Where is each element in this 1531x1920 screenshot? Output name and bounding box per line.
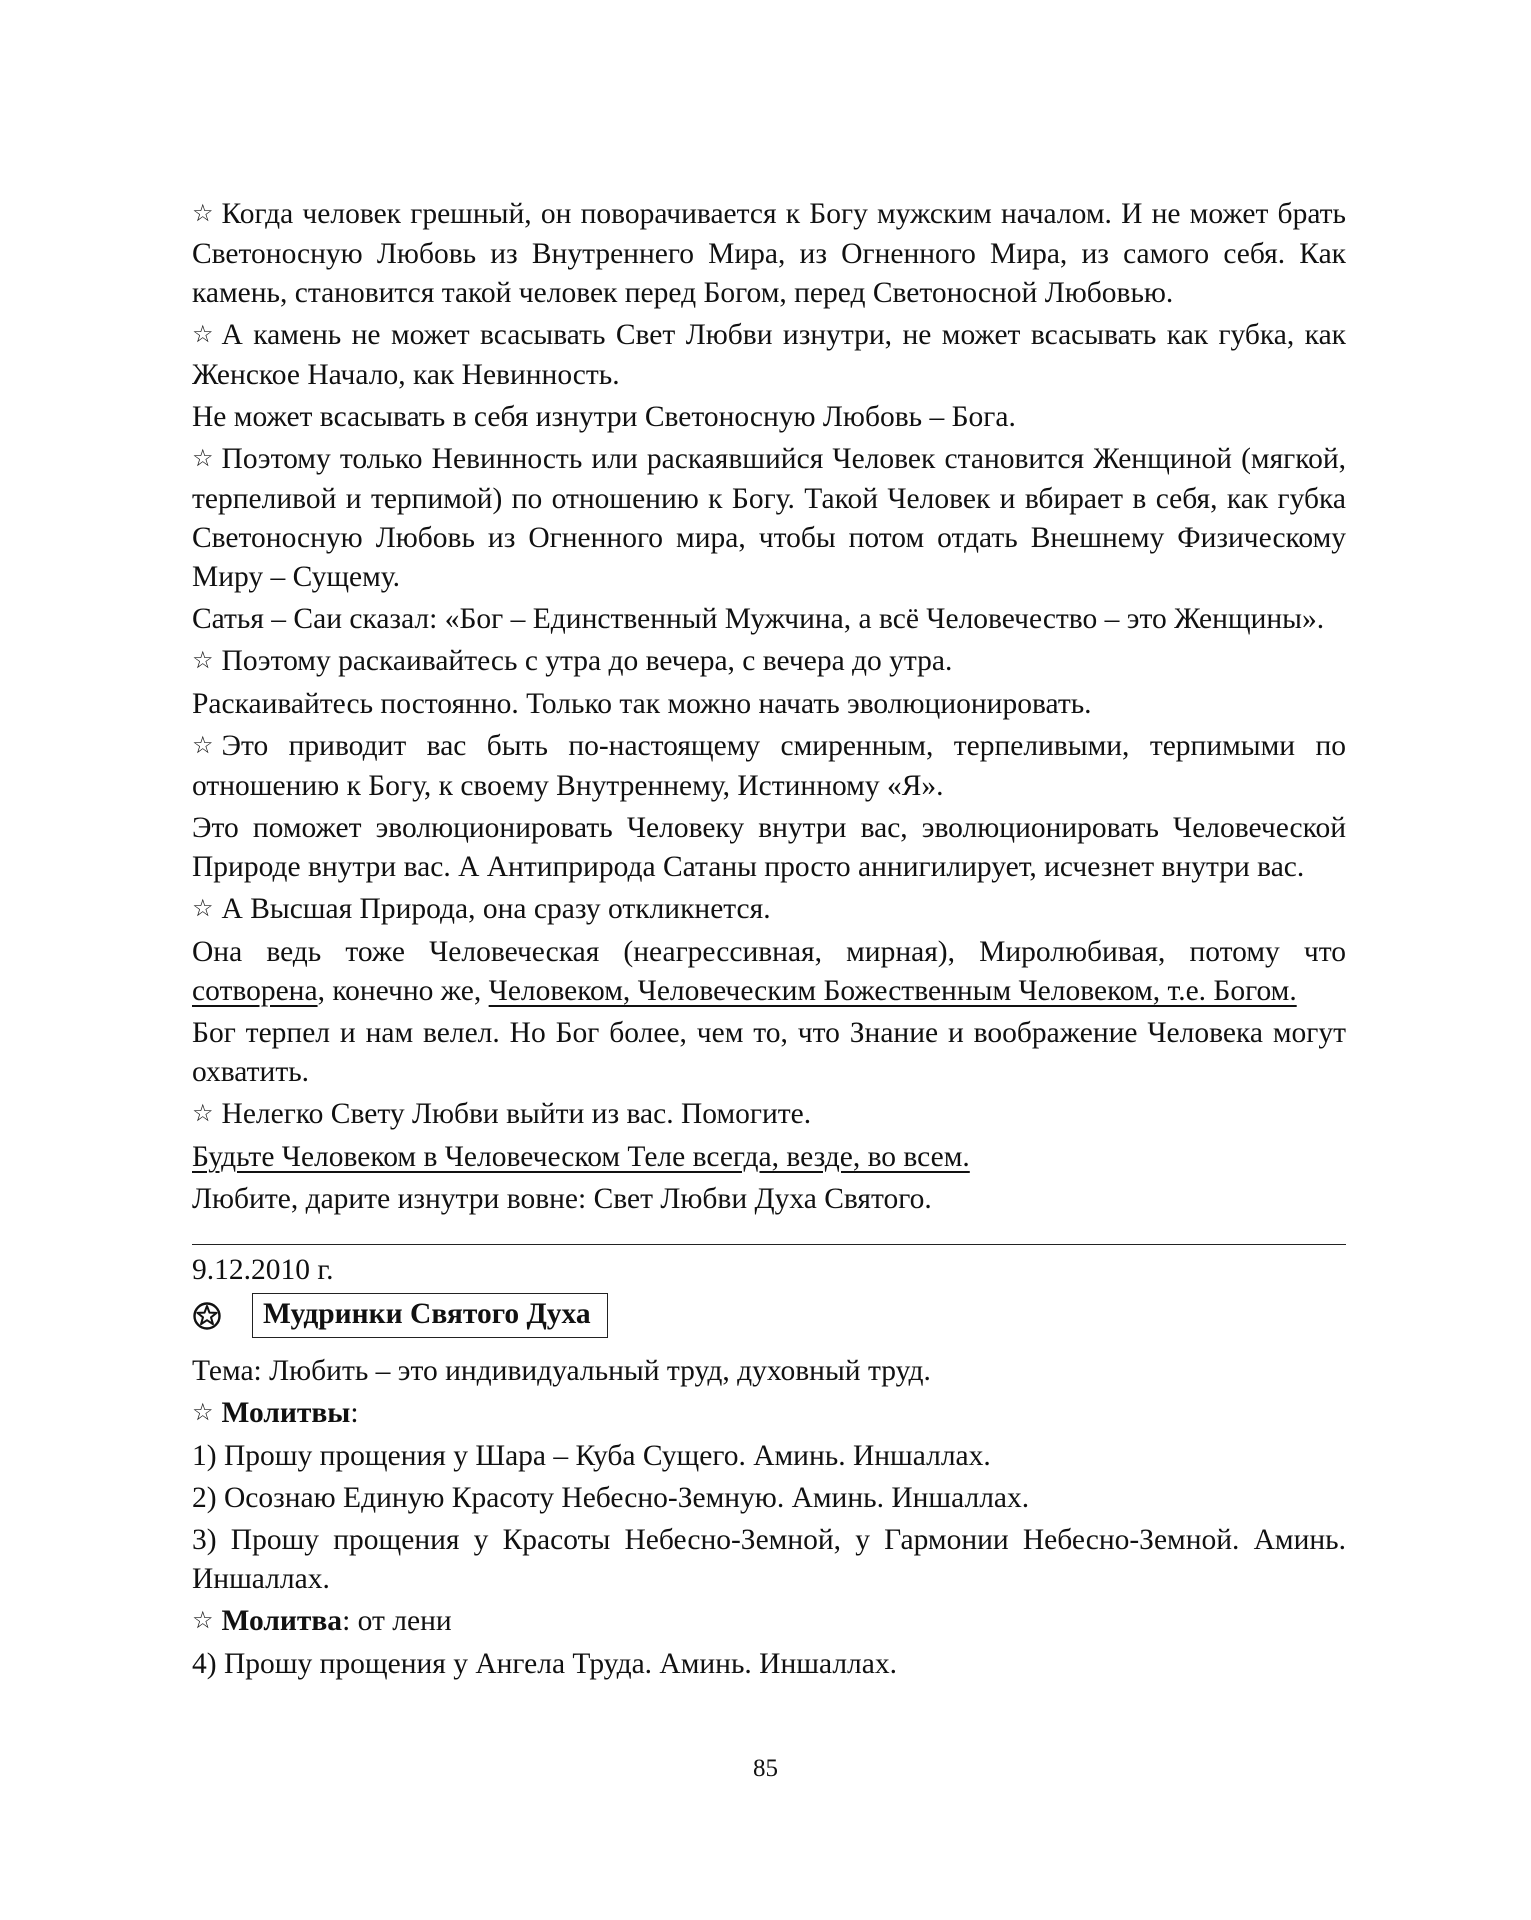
paragraph: Бог терпел и нам велел. Но Бог более, чем то, что Знание и воображение Человека могут охватить.: [192, 1017, 1346, 1088]
label-colon: :: [350, 1397, 359, 1429]
paragraph: [192, 1095, 1346, 1135]
paragraph: Не может всасывать в себя изнутри Светоносную Любовь – Бога.: [192, 401, 1016, 433]
page-content: [192, 195, 1346, 1687]
page-number: 85: [753, 1755, 778, 1782]
section-theme: Тема: Любить – это индивидуальный труд, духовный труд.: [192, 1355, 931, 1387]
paragraph-text: Она ведь тоже Человеческая (неагрессивная, мирная), Миролюбивая, потому что: [192, 936, 1346, 968]
pentagram-circle-icon: [192, 1301, 222, 1331]
paragraph-text: Нелегко Свету Любви выйти из вас. Помогите.: [221, 1098, 812, 1130]
underlined-text: Будьте Человеком в Человеческом Теле всегда, везде, во всем.: [192, 1141, 970, 1173]
bold-label: Молитвы: [221, 1397, 351, 1429]
paragraph: [192, 727, 1346, 806]
bold-label: Молитва: [221, 1605, 343, 1637]
paragraph-text: , конечно же,: [317, 975, 489, 1007]
prayer-heading: [192, 1602, 1346, 1642]
section-title: Мудринки Святого Духа: [252, 1293, 608, 1338]
prayer-item: 3) Прошу прощения у Красоты Небесно-Земной, у Гармонии Небесно-Земной. Аминь. Иншаллах.: [192, 1524, 1346, 1595]
star-icon: ☆: [192, 1606, 214, 1634]
star-icon: ☆: [192, 1099, 214, 1127]
section-date: 9.12.2010 г.: [192, 1254, 334, 1286]
underlined-text: Человеком, Человеческим Божественным Человеком, т.е. Богом.: [488, 975, 1297, 1007]
star-icon: ☆: [192, 199, 214, 227]
underlined-text: сотворена: [192, 975, 318, 1007]
star-icon: ☆: [192, 646, 214, 674]
prayers-heading: [192, 1394, 1346, 1434]
paragraph-text: Поэтому только Невинность или раскаявшийся Человек становится Женщиной (мягкой, терпеливой и терпимой) по отношению к Богу. Такой Человек и вбирает в себя, как губка Светоносную Любовь из Огненного мира, чтобы потом отдать Внешнему Физическому Миру – Сущему.: [192, 443, 1346, 593]
prayer-item: 1) Прошу прощения у Шара – Куба Сущего. Аминь. Иншаллах.: [192, 1440, 991, 1472]
star-icon: ☆: [192, 894, 214, 922]
paragraph-text: А Высшая Природа, она сразу откликнется.: [221, 893, 771, 925]
paragraph: Раскаивайтесь постоянно. Только так можно начать эволюционировать.: [192, 688, 1092, 720]
paragraph-text: Это приводит вас быть по-настоящему смиренным, терпеливыми, терпимыми по отношению к Богу, к своему Внутреннему, Истинному «Я».: [192, 730, 1346, 802]
paragraph-text: Когда человек грешный, он поворачивается к Богу мужским началом. И не может брать Светоносную Любовь из Внутреннего Мира, из Огненного Мира, из самого себя. Как камень, становится такой человек перед Богом, перед Светоносной Любовью.: [192, 198, 1346, 309]
section-title-row: [192, 1293, 1346, 1338]
paragraph: [192, 440, 1346, 597]
horizontal-divider: [192, 1244, 1346, 1245]
paragraph: [192, 933, 1346, 1011]
paragraph: Это поможет эволюционировать Человеку внутри вас, эволюционировать Человеческой Природе внутри вас. А Антиприрода Сатаны просто аннигилирует, исчезнет внутри вас.: [192, 812, 1346, 883]
label-suffix: : от лени: [342, 1605, 452, 1637]
star-icon: ☆: [192, 320, 214, 348]
star-icon: ☆: [192, 444, 214, 472]
prayer-item: 4) Прошу прощения у Ангела Труда. Аминь. Иншаллах.: [192, 1648, 897, 1680]
paragraph: [192, 890, 1346, 930]
paragraph: [192, 316, 1346, 395]
paragraph-text: Поэтому раскаивайтесь с утра до вечера, с вечера до утра.: [221, 645, 953, 677]
paragraph: [192, 195, 1346, 313]
paragraph: [192, 642, 1346, 682]
star-icon: ☆: [192, 731, 214, 759]
paragraph-text: А камень не может всасывать Свет Любви изнутри, не может всасывать как губка, как Женское Начало, как Невинность.: [192, 319, 1346, 391]
prayer-item: 2) Осознаю Единую Красоту Небесно-Земную. Аминь. Иншаллах.: [192, 1482, 1030, 1514]
paragraph: [192, 1138, 1346, 1177]
paragraph: Сатья – Саи сказал: «Бог – Единственный Мужчина, а всё Человечество – это Женщины».: [192, 603, 1325, 635]
paragraph: Любите, дарите изнутри вовне: Свет Любви Духа Святого.: [192, 1183, 932, 1215]
star-icon: ☆: [192, 1398, 214, 1426]
